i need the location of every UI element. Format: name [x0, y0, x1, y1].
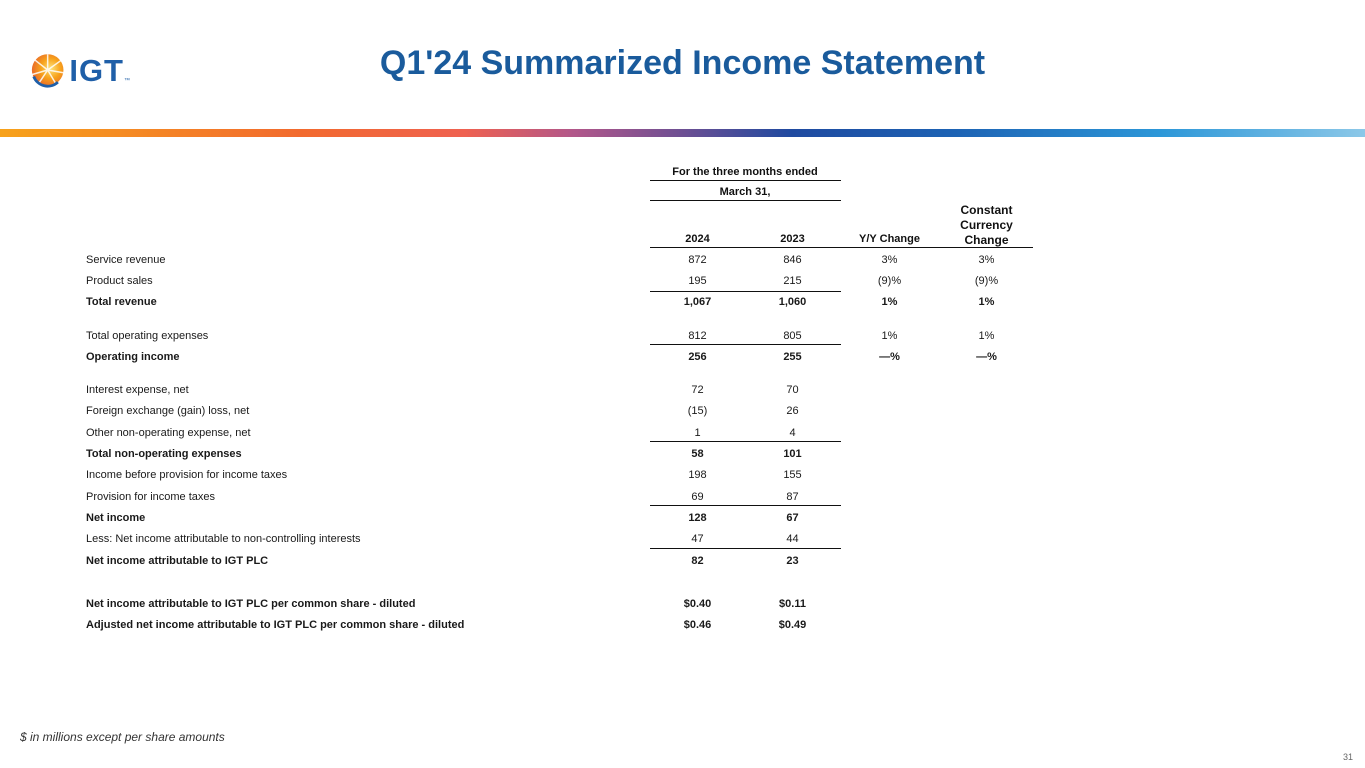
cc-change: 1% [978, 296, 995, 308]
value-2023: 101 [783, 448, 802, 460]
value-2024: 872 [688, 254, 707, 266]
row-label: Provision for income taxes [86, 491, 215, 503]
logo-text: IGT [69, 52, 124, 88]
table-row [86, 466, 1046, 484]
value-2024: 72 [691, 384, 704, 396]
value-2023: 1,060 [778, 296, 807, 308]
period-date-header: March 31, [719, 186, 771, 198]
row-label: Net income attributable to IGT PLC [86, 555, 269, 567]
value-2023: 87 [786, 491, 799, 503]
cc-change: 1% [978, 330, 995, 342]
row-label: Net income attributable to IGT PLC per common share - diluted [86, 598, 416, 610]
period-header: For the three months ended [672, 166, 818, 178]
table-row [86, 381, 1046, 399]
table-row-total [86, 552, 1046, 570]
row-label: Other non-operating expense, net [86, 427, 251, 439]
yy-change: (9)% [877, 275, 902, 287]
table-row-eps [86, 595, 1046, 613]
table-row [86, 251, 1046, 269]
header-rule-3 [650, 247, 1033, 248]
row-label: Interest expense, net [86, 384, 189, 396]
value-2024: 198 [688, 469, 707, 481]
value-2023: 255 [783, 351, 802, 363]
row-label: Total non-operating expenses [86, 448, 242, 460]
col-cc-header-2: Currency [960, 218, 1013, 232]
value-2023: 846 [783, 254, 802, 266]
row-label: Net income [86, 512, 146, 524]
row-label: Total operating expenses [86, 330, 209, 342]
row-rule [650, 441, 841, 442]
value-2024: 256 [688, 351, 707, 363]
row-label: Service revenue [86, 254, 166, 266]
row-label: Foreign exchange (gain) loss, net [86, 405, 250, 417]
value-2024: 1 [694, 427, 701, 439]
value-2024: 812 [688, 330, 707, 342]
row-label: Adjusted net income attributable to IGT PLC per common share - diluted [86, 619, 465, 631]
row-label: Product sales [86, 275, 153, 287]
value-2024: 128 [688, 512, 707, 524]
yy-change: —% [879, 351, 900, 363]
col-2024-header: 2024 [685, 233, 710, 245]
value-2023: 805 [783, 330, 802, 342]
col-cc-header-1: Constant [960, 203, 1013, 217]
table-row [86, 424, 1046, 442]
value-2023: 70 [786, 384, 799, 396]
col-cc-header-3: Change [964, 233, 1009, 247]
page-title: Q1'24 Summarized Income Statement [379, 44, 986, 82]
yy-change: 1% [881, 296, 898, 308]
value-2023: 155 [783, 469, 802, 481]
row-rule [650, 344, 841, 345]
value-2023: 23 [786, 555, 799, 567]
value-2023: 4 [789, 427, 796, 439]
value-2024: (15) [687, 405, 708, 417]
page-number: 31 [1342, 752, 1353, 762]
table-row [86, 488, 1046, 506]
cc-change: (9)% [974, 275, 999, 287]
table-row-total [86, 348, 1046, 366]
value-2024: 82 [691, 555, 704, 567]
row-rule [650, 548, 841, 549]
header-rule-1 [650, 180, 841, 181]
value-2023: 67 [786, 512, 799, 524]
row-label: Operating income [86, 351, 180, 363]
col-2023-header: 2023 [780, 233, 805, 245]
value-2023: 215 [783, 275, 802, 287]
row-label: Income before provision for income taxes [86, 469, 288, 481]
table-row-total [86, 445, 1046, 463]
row-rule [650, 505, 841, 506]
cc-change: —% [976, 351, 997, 363]
value-2024: 69 [691, 491, 704, 503]
yy-change: 3% [881, 254, 898, 266]
value-2024: $0.40 [683, 598, 712, 610]
table-row-eps [86, 616, 1046, 634]
table-row [86, 530, 1046, 548]
value-2023: 26 [786, 405, 799, 417]
row-label: Total revenue [86, 296, 157, 308]
table-row [86, 402, 1046, 420]
gradient-divider [0, 129, 1365, 137]
table-row-total [86, 509, 1046, 527]
header-rule-2 [650, 200, 841, 201]
value-2024: 1,067 [683, 296, 712, 308]
logo-trademark: ™ [124, 78, 130, 84]
table-row [86, 327, 1046, 345]
value-2023: 44 [786, 533, 799, 545]
cc-change: 3% [978, 254, 995, 266]
value-2024: 58 [691, 448, 704, 460]
value-2023: $0.49 [778, 619, 807, 631]
value-2023: $0.11 [779, 598, 806, 610]
value-2024: 195 [688, 275, 707, 287]
table-row [86, 272, 1046, 290]
row-rule [650, 291, 841, 292]
yy-change: 1% [881, 330, 898, 342]
value-2024: $0.46 [683, 619, 712, 631]
row-label: Less: Net income attributable to non-controlling interests [86, 533, 361, 545]
col-yy-header: Y/Y Change [859, 233, 920, 245]
value-2024: 47 [691, 533, 704, 545]
table-row-total [86, 293, 1046, 311]
footnote: $ in millions except per share amounts [20, 730, 225, 744]
